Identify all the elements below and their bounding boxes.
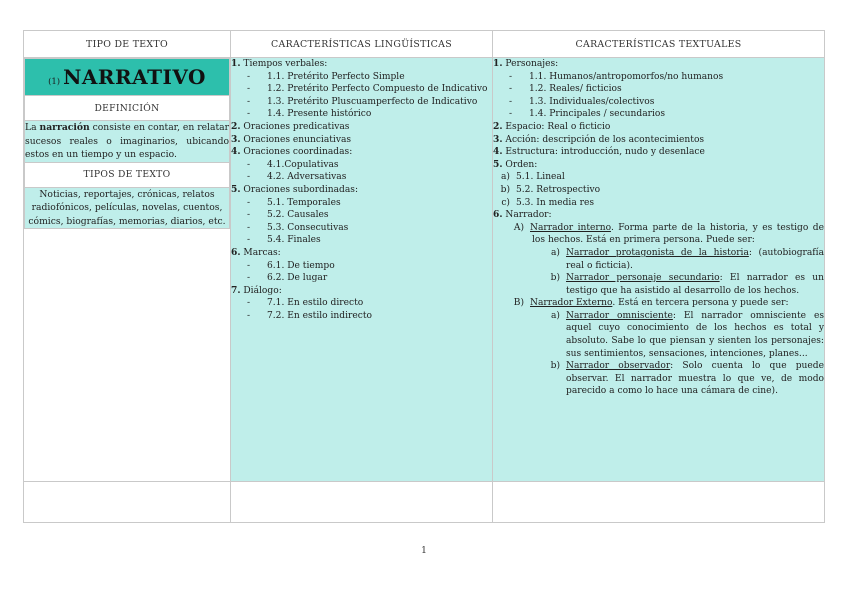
orden-subitem: a) 5.1. Lineal <box>501 172 565 183</box>
title-word: NARRATIVO <box>63 65 206 89</box>
textual-item: 2. Espacio: Real o ficticio <box>493 120 611 132</box>
textual-item: 6. Narrador: <box>493 209 552 221</box>
empty-cell <box>24 482 231 523</box>
linguistica-item: 7. Diálogo: <box>231 284 282 296</box>
linguistica-subitem: - 5.4. Finales <box>247 235 321 246</box>
orden-subitem: c) 5.3. In media res <box>501 197 595 208</box>
narrador-observador: b) Narrador observador: Solo cuenta lo que puede observar. El narrador muestra lo que ve, de modo parecido a como lo hace una cámara de cine). <box>550 361 824 397</box>
header-textuales: CARACTERÍSTICAS TEXTUALES <box>493 31 825 58</box>
linguistica-item: 1. Tiempos verbales: <box>231 58 328 69</box>
linguistica-subitem: - 5.1. Temporales <box>247 197 341 208</box>
linguistica-subitem: - 5.3. Consecutivas <box>247 222 349 233</box>
narrador-interno: A) Narrador interno. Forma parte de la historia, y es testigo de los hechos. Está en primera persona. Puede ser: <box>513 222 824 246</box>
linguistica-item: 5. Oraciones subordinadas: <box>231 183 359 195</box>
linguistica-subitem: - 4.2. Adversativas <box>247 172 347 183</box>
header-row <box>24 31 825 58</box>
linguistica-subitem: - 5.2. Causales <box>247 210 329 221</box>
tipo-inner-table <box>24 58 230 229</box>
empty-cell <box>231 482 493 523</box>
definicion-label: DEFINICIÓN <box>25 96 230 121</box>
orden-sublist <box>493 171 824 209</box>
textual-item: 5. Orden: <box>493 158 538 170</box>
header-tipo: TIPO DE TEXTO <box>24 31 231 58</box>
col-tipo <box>24 58 231 482</box>
linguistica-subitem: - 1.3. Pretérito Pluscuamperfecto de Indicativo <box>247 96 478 107</box>
linguistica-subitem: - 7.1. En estilo directo <box>247 298 364 309</box>
narrador-omnisciente: a) Narrador omnisciente: El narrador omnisciente es aquel cuyo conocimiento de los hechos es total y absoluto. Sabe lo que piensan y sienten los personajes: sus sentimientos, sensaciones, intenciones, planes... <box>551 310 824 359</box>
narrador-protagonista: a) Narrador protagonista de la historia: (autobiografía real o ficticia). <box>551 247 824 271</box>
textual-item: 4. Estructura: introducción, nudo y desenlace <box>493 146 705 158</box>
textual-item: 1. Personajes: <box>493 58 559 69</box>
linguisticas-list <box>231 58 492 322</box>
definicion-bold: narración <box>39 122 90 133</box>
tipos-label: TIPOS DE TEXTO <box>25 162 230 187</box>
personaje-subitem: - 1.1. Humanos/antropomorfos/no humanos <box>509 71 724 82</box>
personaje-subitem: - 1.3. Individuales/colectivos <box>509 96 655 107</box>
personajes-sublist <box>493 71 824 121</box>
linguistica-subitem: - 6.1. De tiempo <box>247 260 335 271</box>
tipos-text: Noticias, reportajes, crónicas, relatos radiofónicos, películas, novelas, cuentos, cómics, biografías, memorias, diarios, etc. <box>25 187 230 229</box>
definicion-text: La narración consiste en contar, en relatar sucesos reales o imaginarios, ubicando estos en un tiempo y un espacio. <box>25 122 230 160</box>
linguistica-item: 3. Oraciones enunciativas <box>231 133 352 145</box>
linguistica-subitem: - 7.2. En estilo indirecto <box>247 310 372 321</box>
linguistica-subitem: - 1.2. Pretérito Perfecto Compuesto de Indicativo <box>247 84 488 95</box>
empty-row <box>24 482 825 523</box>
col-linguisticas <box>231 58 493 482</box>
orden-subitem: b) 5.2. Retrospectivo <box>500 184 601 195</box>
narrador-externo: B) Narrador Externo. Está en tercera persona y puede ser: <box>513 298 789 309</box>
linguistica-subitem: - 4.1.Copulativas <box>247 159 339 170</box>
linguistica-item: 2. Oraciones predicativas <box>231 120 350 132</box>
textual-item: 3. Acción: descripción de los acontecimientos <box>493 133 705 145</box>
title-number: (1) <box>48 77 61 87</box>
page-number: 1 <box>421 546 427 556</box>
title-cell <box>25 59 230 96</box>
linguistica-subitem: - 1.4. Presente histórico <box>247 109 372 120</box>
text-types-table <box>23 30 825 523</box>
linguistica-subitem: - 6.2. De lugar <box>247 273 328 284</box>
content-row <box>24 58 825 482</box>
personaje-subitem: - 1.2. Reales/ ficticios <box>509 84 622 95</box>
col-textuales <box>493 58 825 482</box>
linguistica-item: 4. Oraciones coordinadas: <box>231 146 353 158</box>
narrador-secundario: b) Narrador personaje secundario: El narrador es un testigo que ha asistido al desarrollo de los hechos. <box>550 273 824 296</box>
empty-cell <box>493 482 825 523</box>
personaje-subitem: - 1.4. Principales / secundarios <box>509 109 666 120</box>
linguistica-item: 6. Marcas: <box>231 246 281 258</box>
linguistica-subitem: - 1.1. Pretérito Perfecto Simple <box>247 71 405 82</box>
header-linguisticas: CARACTERÍSTICAS LINGÜÍSTICAS <box>231 31 493 58</box>
